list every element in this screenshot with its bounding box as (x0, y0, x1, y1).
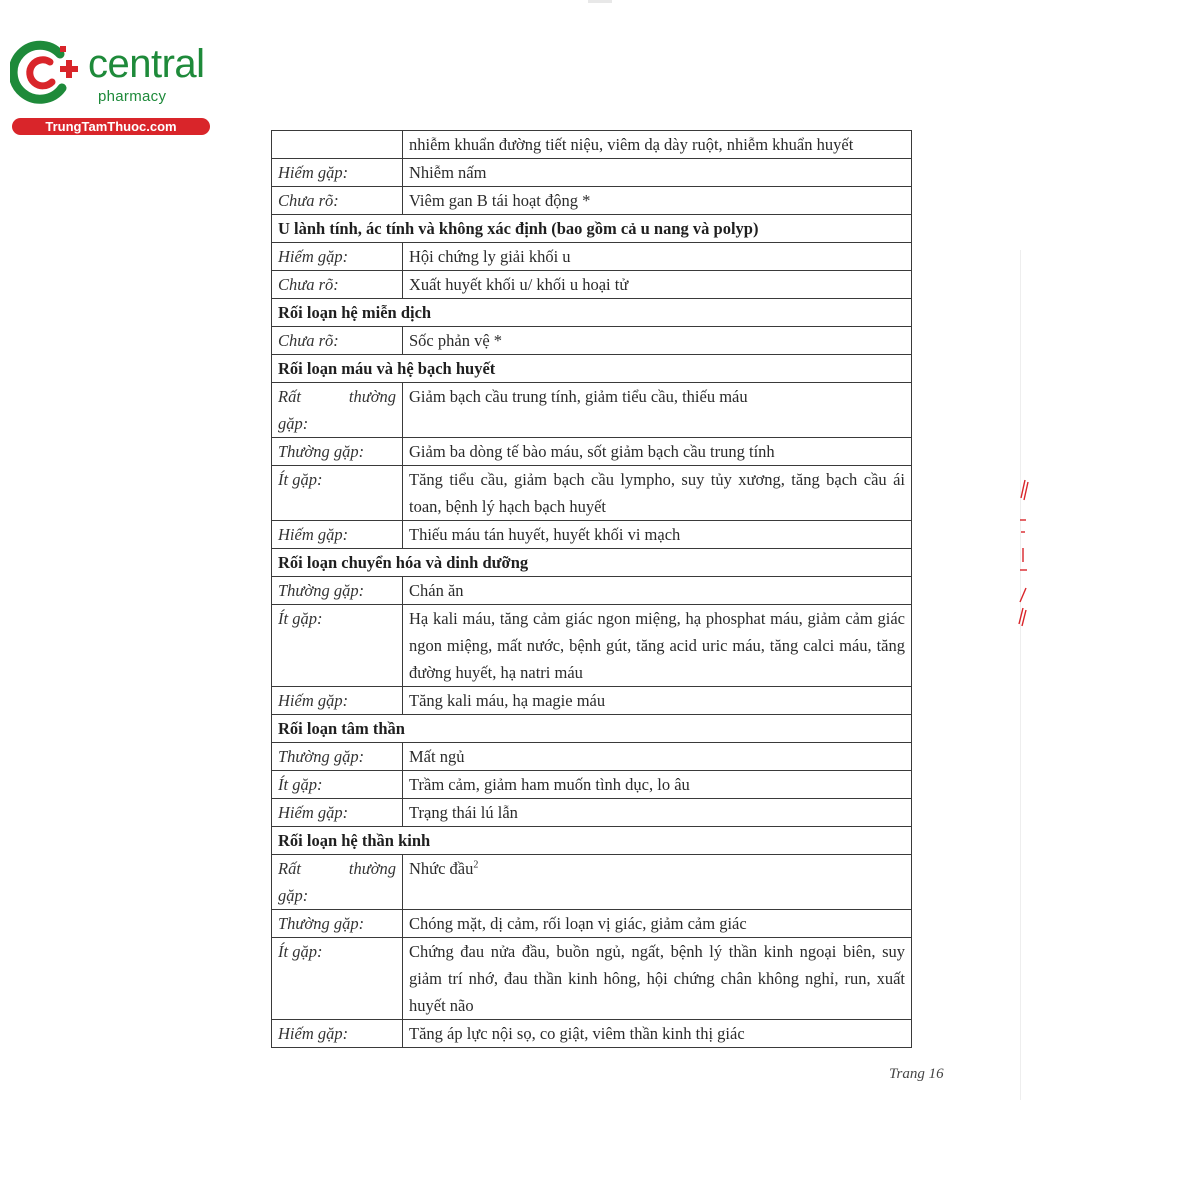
effect-cell (403, 187, 912, 215)
section-row (272, 827, 912, 855)
effect-text: nhiễm khuẩn đường tiết niệu, viêm dạ dày ruột, nhiễm khuẩn huyết (409, 135, 854, 154)
effect-cell (403, 466, 912, 521)
effect-cell (403, 910, 912, 938)
frequency-cell: Ít gặp: (272, 938, 403, 1020)
effect-text: Viêm gan B tái hoạt động * (409, 191, 591, 210)
frequency-cell: Hiếm gặp: (272, 159, 403, 187)
effect-cell (403, 743, 912, 771)
frequency-cell: Thường gặp: (272, 438, 403, 466)
footnote-marker: 2 (473, 859, 479, 871)
effect-text: Giảm ba dòng tế bào máu, sốt giảm bạch cầu trung tính (409, 442, 775, 461)
frequency-cell: Chưa rõ: (272, 271, 403, 299)
effect-text: Mất ngủ (409, 747, 465, 766)
frequency-cell: Thường gặp: (272, 743, 403, 771)
effect-cell (403, 271, 912, 299)
frequency-cell: Hiếm gặp: (272, 687, 403, 715)
page-number: Trang 16 (889, 1066, 944, 1082)
frequency-word: thường (348, 387, 396, 406)
section-row (272, 215, 912, 243)
section-row (272, 715, 912, 743)
table-row (272, 605, 912, 687)
table-row (272, 131, 912, 159)
effect-cell (403, 855, 912, 910)
frequency-cell: Thường gặp: (272, 577, 403, 605)
section-title: U lành tính, ác tính và không xác định (bao gồm cả u nang và polyp) (272, 215, 912, 243)
logo-wordmark: central (88, 42, 205, 86)
table-row (272, 743, 912, 771)
section-row (272, 355, 912, 383)
section-title: Rối loạn tâm thần (272, 715, 912, 743)
table-row (272, 159, 912, 187)
effect-cell (403, 687, 912, 715)
effect-text: Trầm cảm, giảm ham muốn tình dục, lo âu (409, 775, 690, 794)
table-row (272, 466, 912, 521)
frequency-word: gặp: (278, 414, 309, 433)
table-row (272, 187, 912, 215)
table-row (272, 771, 912, 799)
section-row (272, 299, 912, 327)
effect-text: Nhức đầu (409, 859, 474, 878)
effect-text: Hội chứng ly giải khối u (409, 247, 571, 266)
effect-cell (403, 771, 912, 799)
effect-text: Chán ăn (409, 581, 464, 600)
logo-subtitle: pharmacy (98, 88, 167, 105)
central-pharmacy-logo (10, 36, 220, 136)
effect-text: Nhiễm nấm (409, 163, 487, 182)
table-row (272, 327, 912, 355)
frequency-cell: Chưa rõ: (272, 327, 403, 355)
effect-cell (403, 938, 912, 1020)
logo-url-badge[interactable]: TrungTamThuoc.com (12, 118, 210, 135)
table-row (272, 910, 912, 938)
frequency-word: Rất (278, 859, 301, 878)
effect-cell (403, 438, 912, 466)
section-title: Rối loạn hệ miễn dịch (272, 299, 912, 327)
frequency-cell: Thường gặp: (272, 910, 403, 938)
frequency-cell (272, 383, 403, 438)
pharmacy-cross-icon (10, 36, 82, 108)
scan-margin-line (1020, 250, 1021, 1100)
red-stamp-fragment (1010, 470, 1032, 630)
table-row (272, 855, 912, 910)
frequency-word: gặp: (278, 886, 309, 905)
frequency-cell: Hiếm gặp: (272, 799, 403, 827)
table-row (272, 938, 912, 1020)
effect-text: Tăng tiểu cầu, giảm bạch cầu lympho, suy tủy xương, tăng bạch cầu ái toan, bệnh lý hạch bạch huyết (409, 470, 905, 516)
effect-text: Trạng thái lú lẫn (409, 803, 518, 822)
frequency-cell: Ít gặp: (272, 605, 403, 687)
section-title: Rối loạn chuyển hóa và dinh dưỡng (272, 549, 912, 577)
frequency-cell: Chưa rõ: (272, 187, 403, 215)
frequency-cell (272, 131, 403, 159)
effect-text: Chóng mặt, dị cảm, rối loạn vị giác, giảm cảm giác (409, 914, 747, 933)
effect-text: Xuất huyết khối u/ khối u hoại tử (409, 275, 629, 294)
effect-cell (403, 521, 912, 549)
frequency-cell: Ít gặp: (272, 771, 403, 799)
effect-text: Giảm bạch cầu trung tính, giảm tiểu cầu, thiếu máu (409, 387, 748, 406)
effect-cell (403, 799, 912, 827)
table-row (272, 577, 912, 605)
effect-text: Hạ kali máu, tăng cảm giác ngon miệng, hạ phosphat máu, giảm cảm giác ngon miệng, mất nước, bệnh gút, tăng acid uric máu, tăng calci máu, tăng đường huyết, hạ natri máu (409, 609, 905, 682)
scan-edge-mark (588, 0, 612, 3)
frequency-cell: Hiếm gặp: (272, 1020, 403, 1048)
effect-cell (403, 383, 912, 438)
section-title: Rối loạn máu và hệ bạch huyết (272, 355, 912, 383)
frequency-word: thường (348, 859, 396, 878)
section-row (272, 549, 912, 577)
frequency-cell: Hiếm gặp: (272, 521, 403, 549)
frequency-cell: Ít gặp: (272, 466, 403, 521)
effect-cell (403, 1020, 912, 1048)
table-row (272, 438, 912, 466)
effect-text: Tăng kali máu, hạ magie máu (409, 691, 606, 710)
frequency-cell (272, 855, 403, 910)
frequency-word: Rất (278, 387, 301, 406)
table-row (272, 271, 912, 299)
effect-text: Sốc phản vệ * (409, 331, 503, 350)
effect-cell (403, 243, 912, 271)
table-row (272, 521, 912, 549)
effect-cell (403, 159, 912, 187)
effect-cell (403, 577, 912, 605)
adverse-effects-table (271, 130, 912, 1048)
effect-cell (403, 605, 912, 687)
effect-cell (403, 131, 912, 159)
effect-text: Chứng đau nửa đầu, buồn ngủ, ngất, bệnh lý thần kinh ngoại biên, suy giảm trí nhớ, đau thần kinh hông, hội chứng chân không nghỉ, run, xuất huyết não (409, 942, 905, 1015)
table-row (272, 799, 912, 827)
table-row (272, 243, 912, 271)
table-row (272, 383, 912, 438)
table-row (272, 1020, 912, 1048)
effect-cell (403, 327, 912, 355)
effect-text: Tăng áp lực nội sọ, co giật, viêm thần kinh thị giác (409, 1024, 745, 1043)
section-title: Rối loạn hệ thần kinh (272, 827, 912, 855)
frequency-cell: Hiếm gặp: (272, 243, 403, 271)
effect-text: Thiếu máu tán huyết, huyết khối vi mạch (409, 525, 681, 544)
table-row (272, 687, 912, 715)
